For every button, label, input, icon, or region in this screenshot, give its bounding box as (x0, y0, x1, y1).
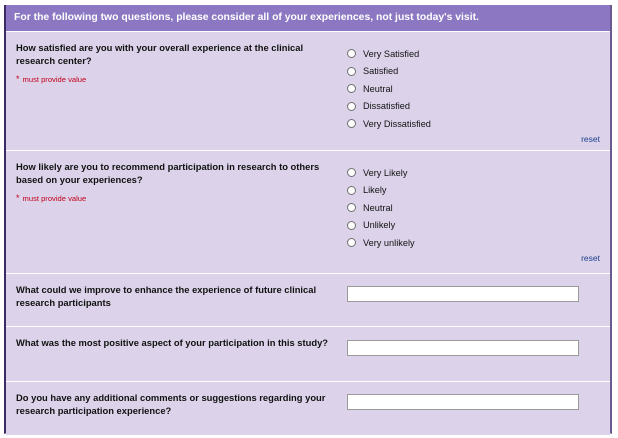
radio-option[interactable] (347, 182, 415, 200)
radio-label: Likely (363, 185, 387, 196)
radio-button[interactable] (347, 84, 356, 93)
radio-group-satisfaction (347, 45, 431, 133)
question-label: Do you have any additional comments or suggestions regarding your research participation experience? (16, 392, 326, 416)
reset-link[interactable]: reset (581, 253, 600, 263)
question-label: What could we improve to enhance the experience of future clinical research participants (16, 284, 317, 308)
radio-label: Unlikely (363, 220, 396, 231)
radio-label: Very Satisfied (363, 48, 420, 59)
comments-text-field[interactable] (347, 394, 579, 410)
radio-option[interactable] (347, 217, 415, 235)
section-header: For the following two questions, please consider all of your experiences, not just today's visit. (6, 5, 610, 31)
radio-label: Dissatisfied (363, 101, 410, 112)
radio-option[interactable] (347, 234, 415, 252)
radio-option[interactable] (347, 115, 431, 133)
radio-button[interactable] (347, 221, 356, 230)
improve-text-field[interactable] (347, 286, 579, 302)
radio-option[interactable] (347, 80, 431, 98)
radio-group-recommend (347, 164, 415, 252)
required-note: * must provide value (16, 193, 87, 203)
radio-label: Neutral (363, 202, 393, 213)
question-row-recommend (6, 150, 610, 274)
required-note: * must provide value (16, 74, 87, 84)
question-row-comments (6, 381, 610, 435)
question-row-improve (6, 273, 610, 327)
radio-button[interactable] (347, 102, 356, 111)
radio-label: Very Likely (363, 167, 408, 178)
required-star: * (16, 193, 20, 203)
radio-label: Satisfied (363, 66, 399, 77)
question-label: How likely are you to recommend participation in research to others based on your experiences? (16, 161, 320, 185)
question-label: How satisfied are you with your overall experience at the clinical research center? (16, 42, 304, 66)
radio-option[interactable] (347, 98, 431, 116)
radio-button[interactable] (347, 49, 356, 58)
required-star: * (16, 74, 20, 84)
radio-label: Very Dissatisfied (363, 118, 431, 129)
radio-option[interactable] (347, 45, 431, 63)
radio-option[interactable] (347, 164, 415, 182)
question-label: What was the most positive aspect of your participation in this study? (16, 337, 329, 348)
radio-label: Neutral (363, 83, 393, 94)
radio-button[interactable] (347, 67, 356, 76)
positive-aspect-text-field[interactable] (347, 340, 579, 356)
radio-label: Very unlikely (363, 237, 415, 248)
reset-link[interactable]: reset (581, 134, 600, 144)
survey-form (4, 5, 612, 434)
question-row-positive (6, 326, 610, 382)
radio-button[interactable] (347, 168, 356, 177)
radio-button[interactable] (347, 186, 356, 195)
radio-button[interactable] (347, 203, 356, 212)
question-row-satisfaction (6, 31, 610, 151)
radio-button[interactable] (347, 238, 356, 247)
radio-option[interactable] (347, 63, 431, 81)
radio-button[interactable] (347, 119, 356, 128)
radio-option[interactable] (347, 199, 415, 217)
